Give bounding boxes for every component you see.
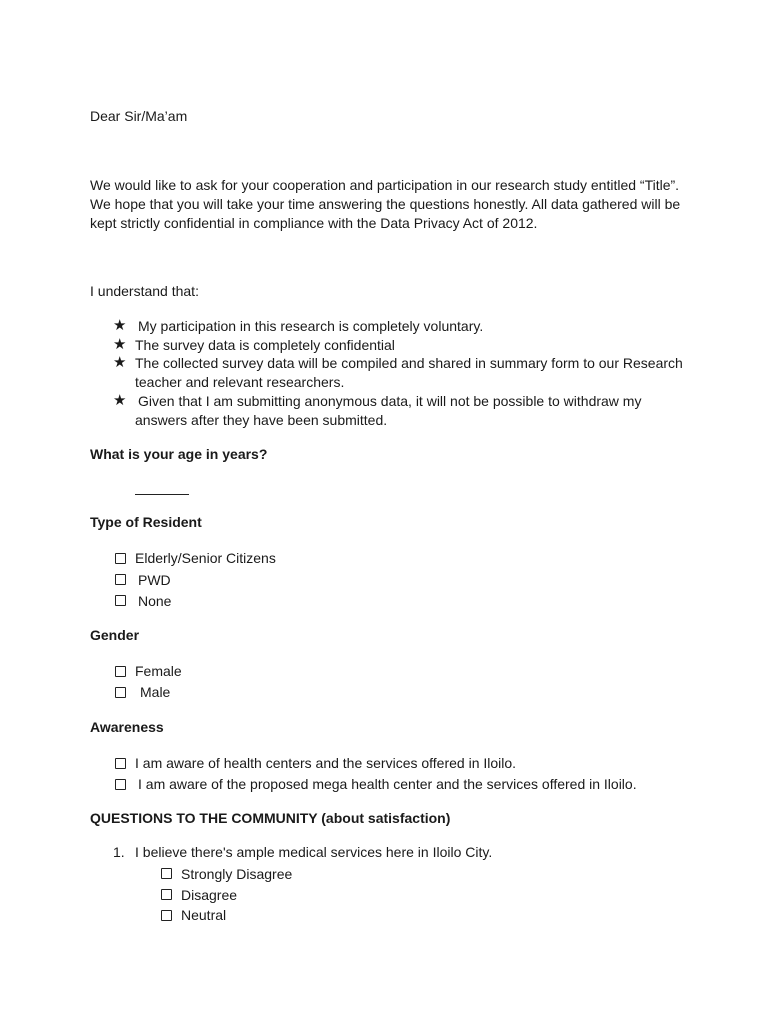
star-bullet-icon: ★ xyxy=(113,336,127,353)
resident-checkbox[interactable] xyxy=(115,574,126,585)
understand-heading: I understand that: xyxy=(90,283,199,299)
bullet-text: The survey data is completely confidential xyxy=(135,337,395,353)
resident-heading: Type of Resident xyxy=(90,514,202,530)
bullet-text: Given that I am submitting anonymous data, it will not be possible to withdraw my xyxy=(138,393,642,409)
community-heading: QUESTIONS TO THE COMMUNITY (about satisfaction) xyxy=(90,810,451,826)
bullet-text: teacher and relevant researchers. xyxy=(135,374,345,390)
intro-line: kept strictly confidential in compliance with the Data Privacy Act of 2012. xyxy=(90,215,538,231)
question-number: 1. xyxy=(113,844,125,860)
gender-checkbox[interactable] xyxy=(115,666,126,677)
resident-option-label: Elderly/Senior Citizens xyxy=(135,550,276,566)
star-bullet-icon: ★ xyxy=(113,317,127,334)
greeting: Dear Sir/Ma’am xyxy=(90,108,188,124)
resident-option-label: None xyxy=(138,593,172,609)
awareness-option-label: I am aware of the proposed mega health center and the services offered in Iloilo. xyxy=(138,776,637,792)
answer-checkbox[interactable] xyxy=(161,910,172,921)
answer-option-label: Disagree xyxy=(181,887,238,903)
question-text: I believe there's ample medical services here in Iloilo City. xyxy=(135,844,493,860)
intro-line: We hope that you will take your time answering the questions honestly. All data gathered will be xyxy=(90,196,681,212)
star-bullet-icon: ★ xyxy=(113,354,127,371)
bullet-text: My participation in this research is completely voluntary. xyxy=(138,318,484,334)
answer-option-label: Strongly Disagree xyxy=(181,866,293,882)
gender-option-label: Female xyxy=(135,663,182,679)
awareness-checkbox[interactable] xyxy=(115,779,126,790)
awareness-heading: Awareness xyxy=(90,719,164,735)
answer-checkbox[interactable] xyxy=(161,889,172,900)
awareness-checkbox[interactable] xyxy=(115,758,126,769)
intro-paragraph xyxy=(90,176,690,233)
gender-checkbox[interactable] xyxy=(115,687,126,698)
answer-checkbox[interactable] xyxy=(161,868,172,879)
answer-option-label: Neutral xyxy=(181,907,227,923)
gender-heading: Gender xyxy=(90,627,140,643)
intro-line: We would like to ask for your cooperation and participation in our research study entitled “Title”. xyxy=(90,177,680,193)
bullet-text: The collected survey data will be compiled and shared in summary form to our Research xyxy=(135,355,683,371)
resident-checkbox[interactable] xyxy=(115,595,126,606)
gender-option-label: Male xyxy=(140,684,171,700)
age-answer-blank[interactable] xyxy=(135,494,189,495)
resident-option-label: PWD xyxy=(138,572,171,588)
awareness-option-label: I am aware of health centers and the services offered in Iloilo. xyxy=(135,755,517,771)
bullet-text: answers after they have been submitted. xyxy=(135,412,388,428)
resident-checkbox[interactable] xyxy=(115,553,126,564)
star-bullet-icon: ★ xyxy=(113,392,127,409)
age-question: What is your age in years? xyxy=(90,446,268,462)
